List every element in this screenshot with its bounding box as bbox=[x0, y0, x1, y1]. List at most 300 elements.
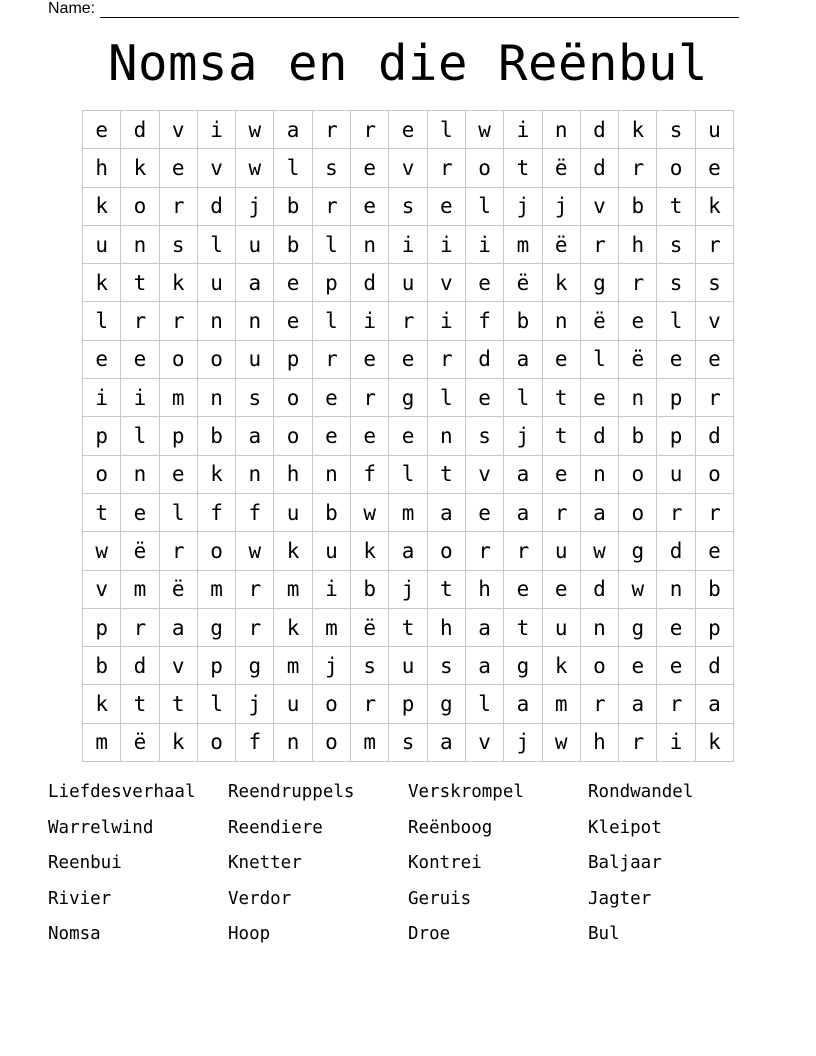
grid-cell[interactable]: r bbox=[427, 340, 465, 378]
grid-cell[interactable]: m bbox=[274, 570, 312, 608]
grid-cell[interactable]: o bbox=[274, 417, 312, 455]
grid-cell[interactable]: p bbox=[159, 417, 197, 455]
grid-cell[interactable]: i bbox=[657, 723, 695, 761]
grid-cell[interactable]: n bbox=[619, 379, 657, 417]
grid-cell[interactable]: i bbox=[83, 379, 121, 417]
grid-cell[interactable]: b bbox=[274, 187, 312, 225]
grid-cell[interactable]: e bbox=[389, 111, 427, 149]
grid-cell[interactable]: o bbox=[657, 149, 695, 187]
grid-cell[interactable]: i bbox=[351, 302, 389, 340]
grid-cell[interactable]: v bbox=[83, 570, 121, 608]
grid-cell[interactable]: t bbox=[121, 685, 159, 723]
grid-cell[interactable]: u bbox=[695, 111, 733, 149]
grid-cell[interactable]: u bbox=[236, 340, 274, 378]
grid-cell[interactable]: b bbox=[504, 302, 542, 340]
grid-cell[interactable]: e bbox=[619, 647, 657, 685]
word-list-item: Reënboog bbox=[408, 817, 493, 838]
grid-cell[interactable]: e bbox=[351, 187, 389, 225]
grid-cell[interactable]: k bbox=[695, 187, 733, 225]
word-list-item: Jagter bbox=[588, 888, 652, 909]
grid-cell[interactable]: b bbox=[351, 570, 389, 608]
grid-cell[interactable]: o bbox=[197, 532, 235, 570]
grid-cell[interactable]: e bbox=[274, 302, 312, 340]
word-list-item: Droe bbox=[408, 924, 451, 944]
grid-cell[interactable]: d bbox=[351, 264, 389, 302]
grid-cell[interactable]: d bbox=[580, 149, 618, 187]
grid-cell[interactable]: t bbox=[159, 685, 197, 723]
grid-cell[interactable]: k bbox=[83, 264, 121, 302]
grid-cell[interactable]: r bbox=[312, 187, 350, 225]
grid-cell[interactable]: r bbox=[159, 302, 197, 340]
grid-cell[interactable]: k bbox=[695, 723, 733, 761]
grid-cell[interactable]: u bbox=[274, 493, 312, 531]
grid-cell[interactable]: n bbox=[657, 570, 695, 608]
grid-cell[interactable]: s bbox=[389, 187, 427, 225]
grid-cell[interactable]: o bbox=[619, 455, 657, 493]
grid-cell[interactable]: a bbox=[236, 417, 274, 455]
grid-cell[interactable]: i bbox=[427, 225, 465, 263]
grid-cell[interactable]: d bbox=[695, 417, 733, 455]
grid-cell[interactable]: a bbox=[427, 723, 465, 761]
grid-cell[interactable]: o bbox=[312, 685, 350, 723]
grid-cell[interactable]: n bbox=[542, 302, 580, 340]
grid-cell[interactable]: n bbox=[236, 455, 274, 493]
grid-cell[interactable]: i bbox=[504, 111, 542, 149]
grid-cell[interactable]: ë bbox=[351, 608, 389, 646]
grid-cell[interactable]: n bbox=[580, 455, 618, 493]
grid-cell[interactable]: t bbox=[542, 379, 580, 417]
grid-cell[interactable]: r bbox=[619, 149, 657, 187]
grid-cell[interactable]: r bbox=[695, 493, 733, 531]
grid-cell[interactable]: l bbox=[465, 187, 503, 225]
grid-cell[interactable]: b bbox=[619, 187, 657, 225]
grid-cell[interactable]: r bbox=[121, 608, 159, 646]
grid-cell[interactable]: a bbox=[274, 111, 312, 149]
grid-cell[interactable]: k bbox=[159, 723, 197, 761]
grid-cell[interactable]: a bbox=[619, 685, 657, 723]
grid-cell[interactable]: p bbox=[657, 379, 695, 417]
grid-cell[interactable]: b bbox=[619, 417, 657, 455]
grid-cell[interactable]: o bbox=[619, 493, 657, 531]
grid-cell[interactable]: o bbox=[580, 647, 618, 685]
grid-cell[interactable]: r bbox=[695, 225, 733, 263]
grid-cell[interactable]: s bbox=[351, 647, 389, 685]
grid-cell[interactable]: n bbox=[351, 225, 389, 263]
grid-cell[interactable]: g bbox=[236, 647, 274, 685]
grid-cell[interactable]: l bbox=[465, 685, 503, 723]
grid-cell[interactable]: l bbox=[580, 340, 618, 378]
grid-cell[interactable]: f bbox=[465, 302, 503, 340]
grid-cell[interactable]: v bbox=[427, 264, 465, 302]
grid-cell[interactable]: s bbox=[695, 264, 733, 302]
grid-cell[interactable]: ë bbox=[504, 264, 542, 302]
grid-cell[interactable]: d bbox=[695, 647, 733, 685]
grid-cell[interactable]: u bbox=[83, 225, 121, 263]
grid-cell[interactable]: n bbox=[197, 379, 235, 417]
grid-cell[interactable]: o bbox=[121, 187, 159, 225]
grid-cell[interactable]: ë bbox=[619, 340, 657, 378]
grid-cell[interactable]: o bbox=[159, 340, 197, 378]
grid-cell[interactable]: e bbox=[121, 493, 159, 531]
grid-cell[interactable]: d bbox=[197, 187, 235, 225]
grid-cell[interactable]: l bbox=[504, 379, 542, 417]
grid-cell[interactable]: m bbox=[197, 570, 235, 608]
grid-cell[interactable]: h bbox=[465, 570, 503, 608]
grid-cell[interactable]: p bbox=[312, 264, 350, 302]
grid-cell[interactable]: j bbox=[504, 723, 542, 761]
grid-cell[interactable]: v bbox=[465, 723, 503, 761]
grid-cell[interactable]: t bbox=[389, 608, 427, 646]
grid-cell[interactable]: o bbox=[427, 532, 465, 570]
grid-cell[interactable]: k bbox=[159, 264, 197, 302]
grid-cell[interactable]: n bbox=[580, 608, 618, 646]
grid-cell[interactable]: t bbox=[83, 493, 121, 531]
grid-cell[interactable]: e bbox=[695, 340, 733, 378]
grid-cell[interactable]: b bbox=[274, 225, 312, 263]
grid-cell[interactable]: m bbox=[504, 225, 542, 263]
grid-cell[interactable]: t bbox=[427, 455, 465, 493]
grid-cell[interactable]: m bbox=[542, 685, 580, 723]
grid-cell[interactable]: f bbox=[236, 723, 274, 761]
grid-cell[interactable]: e bbox=[274, 264, 312, 302]
grid-cell[interactable]: a bbox=[504, 685, 542, 723]
grid-cell[interactable]: g bbox=[580, 264, 618, 302]
grid-cell[interactable]: e bbox=[657, 608, 695, 646]
grid-cell[interactable]: j bbox=[389, 570, 427, 608]
grid-cell[interactable]: e bbox=[465, 264, 503, 302]
grid-cell[interactable]: r bbox=[351, 111, 389, 149]
grid-cell[interactable]: r bbox=[351, 685, 389, 723]
grid-cell[interactable]: s bbox=[312, 149, 350, 187]
grid-cell[interactable]: e bbox=[695, 532, 733, 570]
grid-cell[interactable]: ë bbox=[121, 723, 159, 761]
grid-cell[interactable]: g bbox=[619, 608, 657, 646]
grid-cell[interactable]: i bbox=[427, 302, 465, 340]
grid-cell[interactable]: u bbox=[389, 647, 427, 685]
grid-cell[interactable]: r bbox=[159, 187, 197, 225]
grid-cell[interactable]: r bbox=[504, 532, 542, 570]
grid-cell[interactable]: l bbox=[657, 302, 695, 340]
grid-cell[interactable]: e bbox=[159, 149, 197, 187]
grid-cell[interactable]: g bbox=[389, 379, 427, 417]
grid-cell[interactable]: o bbox=[695, 455, 733, 493]
grid-cell[interactable]: t bbox=[427, 570, 465, 608]
grid-cell[interactable]: e bbox=[351, 417, 389, 455]
grid-cell[interactable]: b bbox=[312, 493, 350, 531]
grid-cell[interactable]: f bbox=[351, 455, 389, 493]
grid-cell[interactable]: l bbox=[197, 685, 235, 723]
grid-cell[interactable]: d bbox=[121, 111, 159, 149]
grid-cell[interactable]: k bbox=[542, 647, 580, 685]
grid-cell[interactable]: r bbox=[580, 685, 618, 723]
grid-cell[interactable]: e bbox=[542, 340, 580, 378]
grid-cell[interactable]: e bbox=[695, 149, 733, 187]
grid-cell[interactable]: r bbox=[121, 302, 159, 340]
grid-cell[interactable]: j bbox=[504, 417, 542, 455]
grid-cell[interactable]: e bbox=[389, 417, 427, 455]
grid-cell[interactable]: s bbox=[236, 379, 274, 417]
grid-cell[interactable]: k bbox=[121, 149, 159, 187]
grid-cell[interactable]: l bbox=[312, 225, 350, 263]
grid-cell[interactable]: u bbox=[236, 225, 274, 263]
grid-cell[interactable]: e bbox=[121, 340, 159, 378]
grid-cell[interactable]: a bbox=[389, 532, 427, 570]
grid-cell[interactable]: i bbox=[312, 570, 350, 608]
grid-cell[interactable]: t bbox=[504, 608, 542, 646]
grid-cell[interactable]: e bbox=[619, 302, 657, 340]
grid-cell[interactable]: e bbox=[312, 379, 350, 417]
grid-cell[interactable]: o bbox=[465, 149, 503, 187]
grid-cell[interactable]: s bbox=[657, 111, 695, 149]
grid-cell[interactable]: w bbox=[351, 493, 389, 531]
grid-cell[interactable]: r bbox=[236, 570, 274, 608]
word-list-item: Nomsa bbox=[48, 924, 101, 944]
grid-cell[interactable]: r bbox=[427, 149, 465, 187]
grid-cell[interactable]: u bbox=[197, 264, 235, 302]
grid-cell[interactable]: m bbox=[312, 608, 350, 646]
grid-cell[interactable]: i bbox=[197, 111, 235, 149]
grid-cell[interactable]: l bbox=[274, 149, 312, 187]
grid-cell[interactable]: e bbox=[427, 187, 465, 225]
grid-cell[interactable]: d bbox=[580, 417, 618, 455]
grid-cell[interactable]: r bbox=[657, 685, 695, 723]
grid-cell[interactable]: d bbox=[465, 340, 503, 378]
grid-cell[interactable]: l bbox=[312, 302, 350, 340]
grid-cell[interactable]: ë bbox=[159, 570, 197, 608]
grid-cell[interactable]: h bbox=[83, 149, 121, 187]
grid-cell[interactable]: e bbox=[465, 379, 503, 417]
grid-cell[interactable]: o bbox=[312, 723, 350, 761]
grid-cell[interactable]: a bbox=[159, 608, 197, 646]
grid-cell[interactable]: m bbox=[159, 379, 197, 417]
grid-cell[interactable]: g bbox=[427, 685, 465, 723]
grid-cell[interactable]: v bbox=[159, 647, 197, 685]
grid-cell[interactable]: r bbox=[542, 493, 580, 531]
grid-cell[interactable]: p bbox=[274, 340, 312, 378]
grid-cell[interactable]: l bbox=[427, 111, 465, 149]
grid-cell[interactable]: s bbox=[657, 264, 695, 302]
grid-cell[interactable]: k bbox=[274, 532, 312, 570]
grid-cell[interactable]: o bbox=[197, 340, 235, 378]
grid-cell[interactable]: l bbox=[427, 379, 465, 417]
grid-cell[interactable]: b bbox=[197, 417, 235, 455]
grid-cell[interactable]: h bbox=[619, 225, 657, 263]
grid-cell[interactable]: a bbox=[236, 264, 274, 302]
grid-cell[interactable]: m bbox=[389, 493, 427, 531]
grid-cell[interactable]: m bbox=[351, 723, 389, 761]
grid-cell[interactable]: t bbox=[504, 149, 542, 187]
grid-cell[interactable]: j bbox=[236, 685, 274, 723]
grid-cell[interactable]: e bbox=[312, 417, 350, 455]
grid-cell[interactable]: m bbox=[121, 570, 159, 608]
grid-cell[interactable]: r bbox=[351, 379, 389, 417]
grid-cell[interactable]: r bbox=[465, 532, 503, 570]
grid-cell[interactable]: w bbox=[465, 111, 503, 149]
grid-cell[interactable]: r bbox=[657, 493, 695, 531]
grid-cell[interactable]: w bbox=[580, 532, 618, 570]
grid-cell[interactable]: p bbox=[695, 608, 733, 646]
grid-cell[interactable]: u bbox=[389, 264, 427, 302]
grid-cell[interactable]: o bbox=[197, 723, 235, 761]
grid-cell[interactable]: v bbox=[197, 149, 235, 187]
grid-cell[interactable]: w bbox=[236, 111, 274, 149]
grid-cell[interactable]: j bbox=[542, 187, 580, 225]
grid-cell[interactable]: e bbox=[159, 455, 197, 493]
grid-cell[interactable]: t bbox=[121, 264, 159, 302]
grid-cell[interactable]: r bbox=[159, 532, 197, 570]
grid-row bbox=[83, 532, 734, 570]
grid-cell[interactable]: a bbox=[504, 455, 542, 493]
grid-cell[interactable]: e bbox=[504, 570, 542, 608]
grid-cell[interactable]: k bbox=[274, 608, 312, 646]
grid-cell[interactable]: a bbox=[427, 493, 465, 531]
grid-cell[interactable]: u bbox=[542, 608, 580, 646]
grid-cell[interactable]: w bbox=[236, 532, 274, 570]
grid-cell[interactable]: l bbox=[83, 302, 121, 340]
grid-cell[interactable]: p bbox=[83, 417, 121, 455]
grid-cell[interactable]: r bbox=[580, 225, 618, 263]
grid-cell[interactable]: i bbox=[465, 225, 503, 263]
grid-cell[interactable]: g bbox=[197, 608, 235, 646]
grid-cell[interactable]: s bbox=[427, 647, 465, 685]
grid-cell[interactable]: e bbox=[465, 493, 503, 531]
grid-cell[interactable]: v bbox=[159, 111, 197, 149]
word-list-item: Kontrei bbox=[408, 853, 482, 873]
grid-cell[interactable]: p bbox=[389, 685, 427, 723]
grid-cell[interactable]: m bbox=[274, 647, 312, 685]
grid-cell[interactable]: u bbox=[274, 685, 312, 723]
grid-cell[interactable]: n bbox=[236, 302, 274, 340]
grid-cell[interactable]: o bbox=[274, 379, 312, 417]
grid-cell[interactable]: h bbox=[274, 455, 312, 493]
grid-cell[interactable]: o bbox=[83, 455, 121, 493]
grid-cell[interactable]: j bbox=[236, 187, 274, 225]
grid-cell[interactable]: e bbox=[83, 111, 121, 149]
grid-cell[interactable]: a bbox=[504, 340, 542, 378]
grid-cell[interactable]: b bbox=[83, 647, 121, 685]
name-underline[interactable] bbox=[100, 2, 739, 18]
word-list-item: Rondwandel bbox=[588, 782, 694, 802]
grid-cell[interactable]: n bbox=[197, 302, 235, 340]
grid-cell[interactable]: r bbox=[619, 723, 657, 761]
grid-cell[interactable]: ë bbox=[121, 532, 159, 570]
grid-cell[interactable]: p bbox=[657, 417, 695, 455]
grid-cell[interactable]: e bbox=[657, 340, 695, 378]
grid-cell[interactable]: u bbox=[657, 455, 695, 493]
grid-cell[interactable]: t bbox=[657, 187, 695, 225]
grid-cell[interactable]: e bbox=[657, 647, 695, 685]
grid-cell[interactable]: e bbox=[351, 340, 389, 378]
grid-cell[interactable]: k bbox=[197, 455, 235, 493]
grid-cell[interactable]: n bbox=[427, 417, 465, 455]
grid-cell[interactable]: r bbox=[236, 608, 274, 646]
word-list-item: Reenbui bbox=[48, 853, 122, 873]
grid-cell[interactable]: f bbox=[197, 493, 235, 531]
grid-row bbox=[83, 570, 734, 608]
grid-cell[interactable]: l bbox=[197, 225, 235, 263]
grid-cell[interactable]: m bbox=[83, 723, 121, 761]
grid-cell[interactable]: l bbox=[121, 417, 159, 455]
grid-cell[interactable]: v bbox=[695, 302, 733, 340]
grid-cell[interactable]: ë bbox=[542, 149, 580, 187]
grid-cell[interactable]: d bbox=[580, 111, 618, 149]
grid-cell[interactable]: e bbox=[351, 149, 389, 187]
grid-cell[interactable]: r bbox=[695, 379, 733, 417]
grid-cell[interactable]: j bbox=[504, 187, 542, 225]
grid-cell[interactable]: b bbox=[695, 570, 733, 608]
grid-cell[interactable]: v bbox=[580, 187, 618, 225]
grid-cell[interactable]: n bbox=[312, 455, 350, 493]
grid-cell[interactable]: k bbox=[83, 685, 121, 723]
grid-cell[interactable]: k bbox=[619, 111, 657, 149]
grid-cell[interactable]: e bbox=[542, 455, 580, 493]
grid-cell[interactable]: f bbox=[236, 493, 274, 531]
grid-cell[interactable]: a bbox=[580, 493, 618, 531]
grid-cell[interactable]: i bbox=[389, 225, 427, 263]
grid-cell[interactable]: n bbox=[121, 225, 159, 263]
grid-cell[interactable]: n bbox=[274, 723, 312, 761]
grid-cell[interactable]: k bbox=[83, 187, 121, 225]
grid-cell[interactable]: t bbox=[542, 417, 580, 455]
grid-cell[interactable]: ë bbox=[580, 302, 618, 340]
grid-cell[interactable]: i bbox=[121, 379, 159, 417]
grid-cell[interactable]: a bbox=[504, 493, 542, 531]
grid-cell[interactable]: e bbox=[542, 570, 580, 608]
grid-cell[interactable]: n bbox=[542, 111, 580, 149]
grid-cell[interactable]: v bbox=[465, 455, 503, 493]
grid-cell[interactable]: r bbox=[312, 340, 350, 378]
grid-cell[interactable]: d bbox=[657, 532, 695, 570]
grid-cell[interactable]: a bbox=[465, 608, 503, 646]
grid-cell[interactable]: r bbox=[312, 111, 350, 149]
grid-cell[interactable]: e bbox=[83, 340, 121, 378]
grid-cell[interactable]: r bbox=[389, 302, 427, 340]
grid-cell[interactable]: s bbox=[465, 417, 503, 455]
grid-cell[interactable]: e bbox=[580, 379, 618, 417]
grid-cell[interactable]: s bbox=[389, 723, 427, 761]
grid-cell[interactable]: u bbox=[542, 532, 580, 570]
grid-cell[interactable]: l bbox=[389, 455, 427, 493]
grid-cell[interactable]: s bbox=[159, 225, 197, 263]
grid-cell[interactable]: k bbox=[542, 264, 580, 302]
grid-cell[interactable]: a bbox=[465, 647, 503, 685]
grid-cell[interactable]: h bbox=[427, 608, 465, 646]
grid-cell[interactable]: p bbox=[83, 608, 121, 646]
grid-cell[interactable]: p bbox=[197, 647, 235, 685]
grid-cell[interactable]: w bbox=[542, 723, 580, 761]
grid-cell[interactable]: w bbox=[236, 149, 274, 187]
grid-cell[interactable]: w bbox=[83, 532, 121, 570]
grid-cell[interactable]: s bbox=[657, 225, 695, 263]
grid-cell[interactable]: d bbox=[121, 647, 159, 685]
grid-cell[interactable]: j bbox=[312, 647, 350, 685]
grid-cell[interactable]: e bbox=[389, 340, 427, 378]
grid-cell[interactable]: n bbox=[121, 455, 159, 493]
word-list-item: Knetter bbox=[228, 853, 302, 873]
grid-cell[interactable]: r bbox=[619, 264, 657, 302]
grid-cell[interactable]: v bbox=[389, 149, 427, 187]
grid-cell[interactable]: l bbox=[159, 493, 197, 531]
grid-cell[interactable]: a bbox=[695, 685, 733, 723]
grid-cell[interactable]: g bbox=[504, 647, 542, 685]
grid-cell[interactable]: w bbox=[619, 570, 657, 608]
grid-cell[interactable]: h bbox=[580, 723, 618, 761]
grid-cell[interactable]: g bbox=[619, 532, 657, 570]
grid-cell[interactable]: k bbox=[351, 532, 389, 570]
grid-cell[interactable]: d bbox=[580, 570, 618, 608]
grid-cell[interactable]: ë bbox=[542, 225, 580, 263]
grid-cell[interactable]: u bbox=[312, 532, 350, 570]
